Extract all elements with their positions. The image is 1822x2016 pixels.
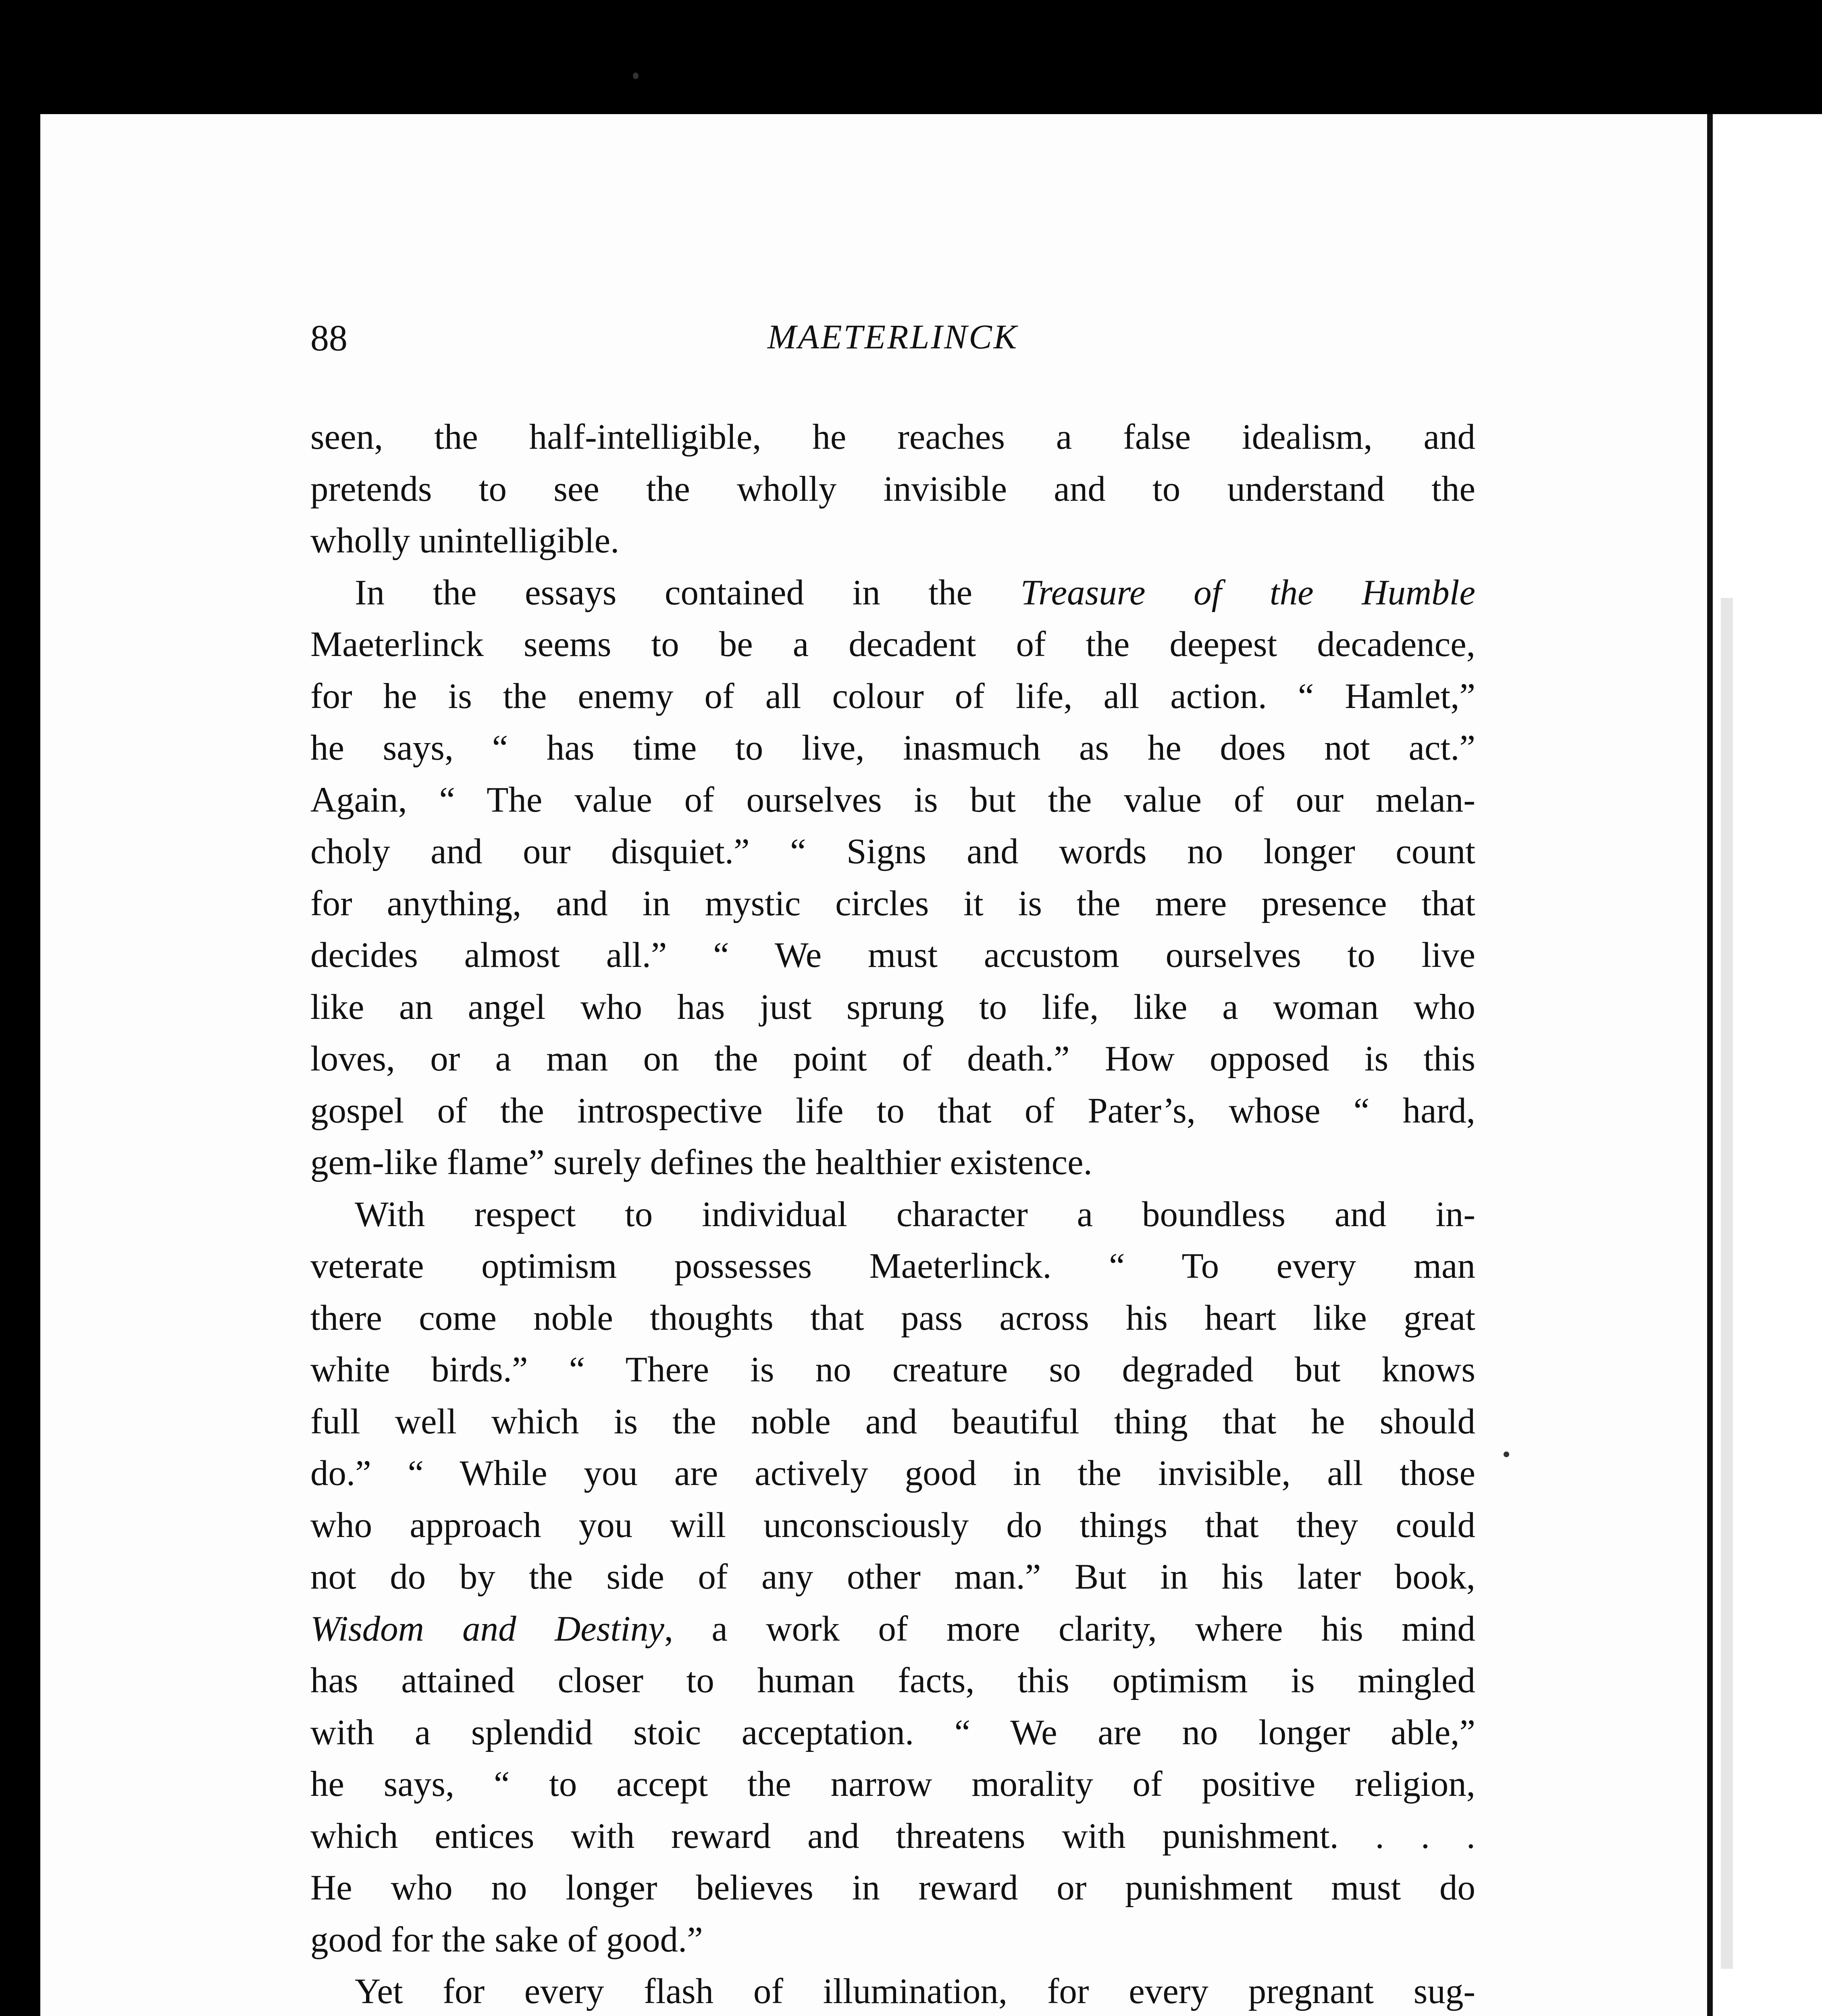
page-number: 88 bbox=[310, 317, 347, 358]
text-line: Yet for every flash of illumination, for every pregnant sug- bbox=[355, 1972, 1475, 2011]
text-line: which entices with reward and threatens with punishment. . . . bbox=[310, 1816, 1475, 1856]
text-line: not do by the side of any other man.” But in his later book, bbox=[310, 1557, 1475, 1597]
text-line: With respect to individual character a boundless and in- bbox=[355, 1194, 1475, 1234]
text-line: with a splendid stoic acceptation. “ We are no longer able,” bbox=[310, 1712, 1475, 1752]
book-title: Wisdom and Destiny bbox=[310, 1609, 664, 1649]
text-line: wholly unintelligible. bbox=[310, 521, 620, 560]
text-line: Maeterlinck seems to be a decadent of the deepest decadence, bbox=[310, 625, 1475, 664]
text-line: white birds.” “ There is no creature so degraded but knows bbox=[310, 1350, 1475, 1389]
text-line: seen, the half-intelligible, he reaches a false idealism, and bbox=[310, 417, 1475, 457]
text-line: he says, “ to accept the narrow morality of positive religion, bbox=[310, 1764, 1475, 1804]
page-text bbox=[310, 317, 1476, 2016]
running-head bbox=[310, 317, 1475, 365]
text-line: for anything, and in mystic circles it is the mere presence that bbox=[310, 883, 1475, 923]
text-line bbox=[310, 1603, 1475, 1655]
text-line: gem-like flame” surely defines the healthier existence. bbox=[310, 1143, 1092, 1182]
text-line: who approach you will unconsciously do things that they could bbox=[310, 1505, 1475, 1545]
text-line: has attained closer to human facts, this optimism is mingled bbox=[310, 1661, 1475, 1700]
paragraph bbox=[310, 411, 1475, 567]
paragraph bbox=[310, 1966, 1475, 2016]
text-line: choly and our disquiet.” “ Signs and words no longer count bbox=[310, 832, 1475, 871]
text-line: do.” “ While you are actively good in the invisible, all those bbox=[310, 1454, 1475, 1493]
adjacent-page-edge bbox=[1707, 114, 1822, 2016]
text-line: veterate optimism possesses Maeterlinck. “ To every man bbox=[310, 1246, 1475, 1286]
text-line: gospel of the introspective life to that of Pater’s, whose “ hard, bbox=[310, 1091, 1475, 1131]
text-line: good for the sake of good.” bbox=[310, 1920, 703, 1960]
text-line: full well which is the noble and beautiful thing that he should bbox=[310, 1402, 1475, 1441]
text-line: Again, “ The value of ourselves is but the value of our melan- bbox=[310, 780, 1475, 820]
book-title: Treasure of the Humble bbox=[1020, 573, 1476, 612]
text-line: He who no longer believes in reward or punishment must do bbox=[310, 1868, 1475, 1908]
text-line: loves, or a man on the point of death.” How opposed is this bbox=[310, 1039, 1475, 1079]
text-line bbox=[310, 567, 1475, 619]
paragraph bbox=[310, 567, 1475, 1189]
dust-speck bbox=[1504, 1452, 1509, 1457]
text-line: like an angel who has just sprung to life, like a woman who bbox=[310, 987, 1475, 1027]
text-line: for he is the enemy of all colour of life, all action. “ Hamlet,” bbox=[310, 676, 1475, 716]
text-line: he says, “ has time to live, inasmuch as he does not act.” bbox=[310, 728, 1475, 768]
paragraph bbox=[310, 1189, 1475, 1966]
text-run: In the essays contained in the bbox=[355, 573, 1021, 612]
text-line: there come noble thoughts that pass across his heart like great bbox=[310, 1298, 1475, 1338]
text-run: , a work of more clarity, where his mind bbox=[664, 1609, 1475, 1649]
page-gutter-shadow bbox=[1721, 598, 1733, 1969]
dust-speck bbox=[633, 73, 639, 79]
running-title: MAETERLINCK bbox=[767, 317, 1019, 356]
text-line: decides almost all.” “ We must accustom ourselves to live bbox=[310, 935, 1475, 975]
text-line: pretends to see the wholly invisible and to understand the bbox=[310, 469, 1475, 509]
